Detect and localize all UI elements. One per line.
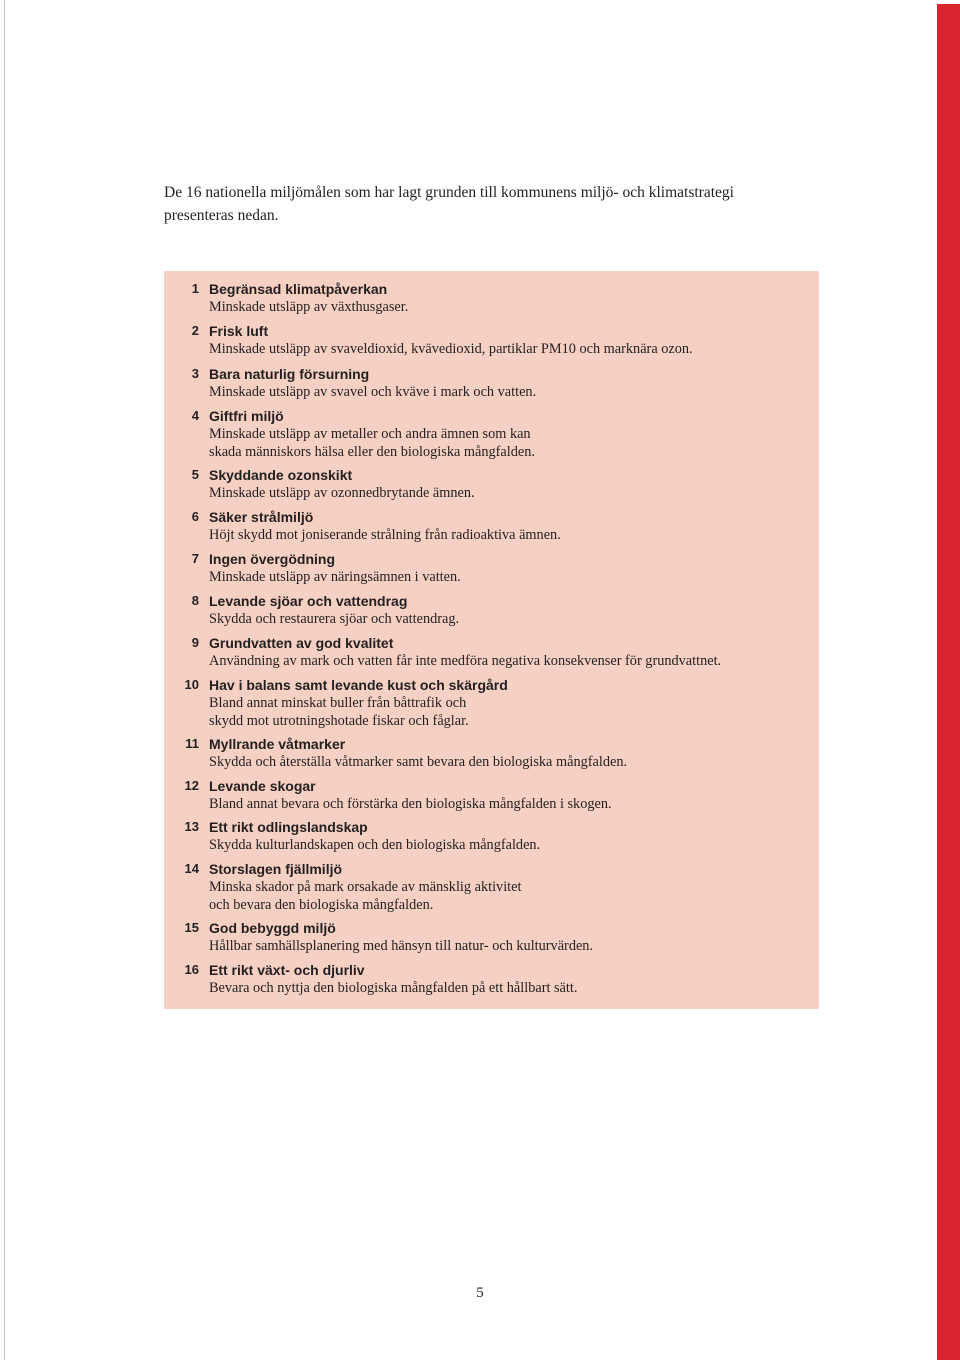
intro-line-1: De 16 nationella miljömålen som har lagt grunden till kommunens miljö- och klimatstrategi	[164, 184, 734, 201]
goal-number: 2	[191, 323, 199, 338]
goal-description-line: skydd mot utrotningshotade fiskar och fåglar.	[209, 713, 469, 729]
goal-title: Begränsad klimatpåverkan	[209, 281, 388, 297]
intro-paragraph	[164, 181, 824, 227]
goal-description	[209, 610, 814, 628]
goal-number: 4	[191, 408, 199, 423]
goal-title: Giftfri miljö	[209, 408, 284, 424]
goal-description	[209, 878, 814, 914]
goal-title: Levande skogar	[209, 778, 316, 794]
goal-title: God bebyggd miljö	[209, 920, 336, 936]
goal-number: 11	[185, 736, 199, 751]
left-margin-rule	[4, 0, 5, 1360]
goal-number: 9	[191, 635, 199, 650]
goal-title: Frisk luft	[209, 323, 269, 339]
goal-description-line: Minskade utsläpp av metaller och andra ämnen som kan	[209, 426, 531, 442]
goal-description	[209, 484, 814, 502]
goal-description	[209, 425, 814, 461]
goal-number: 15	[184, 920, 199, 935]
goal-title: Säker strålmiljö	[209, 509, 314, 525]
goal-number: 16	[184, 962, 199, 977]
goal-title: Myllrande våtmarker	[209, 736, 346, 752]
goal-number: 3	[191, 366, 199, 381]
goal-description-line: Minskade utsläpp av växthusgaser.	[209, 299, 409, 315]
goal-description-line: skada människors hälsa eller den biologiska mångfalden.	[209, 444, 535, 460]
goal-description	[209, 694, 814, 730]
goal-number: 6	[191, 509, 199, 524]
goal-number: 8	[191, 593, 199, 608]
goal-number: 12	[184, 778, 199, 793]
goal-description	[209, 298, 814, 316]
goal-title: Ett rikt odlingslandskap	[209, 819, 368, 835]
goal-description	[209, 753, 814, 771]
goal-description	[209, 340, 814, 358]
intro-line-2: presenteras nedan.	[164, 207, 279, 224]
goal-description	[209, 979, 814, 997]
goal-number: 5	[191, 467, 199, 482]
goal-description-line: Minskade utsläpp av ozonnedbrytande ämnen.	[209, 485, 475, 501]
goal-description-line: Skydda och återställa våtmarker samt bevara den biologiska mångfalden.	[209, 754, 628, 770]
goal-title: Grundvatten av god kvalitet	[209, 635, 394, 651]
goal-description-line: Skydda kulturlandskapen och den biologiska mångfalden.	[209, 837, 541, 853]
red-side-band	[937, 4, 960, 1360]
goal-description	[209, 652, 814, 670]
goal-description-line: Bland annat minskat buller från båttrafik och	[209, 695, 467, 711]
goal-description-line: Användning av mark och vatten får inte medföra negativa konsekvenser för grundvattnet.	[209, 653, 722, 669]
goal-description-line: Minskade utsläpp av näringsämnen i vatten.	[209, 569, 461, 585]
goal-title: Ingen övergödning	[209, 551, 335, 567]
goal-description-line: Bland annat bevara och förstärka den biologiska mångfalden i skogen.	[209, 796, 612, 812]
goal-title: Ett rikt växt- och djurliv	[209, 962, 365, 978]
goal-title: Storslagen fjällmiljö	[209, 861, 343, 877]
goal-description-line: Höjt skydd mot joniserande strålning från radioaktiva ämnen.	[209, 527, 561, 543]
goal-number: 14	[184, 861, 199, 876]
goal-title: Bara naturlig försurning	[209, 366, 370, 382]
goal-title: Levande sjöar och vattendrag	[209, 593, 408, 609]
goal-number: 13	[184, 819, 199, 834]
goal-title: Skyddande ozonskikt	[209, 467, 353, 483]
page-number: 5	[476, 1285, 484, 1301]
goal-description-line: Hållbar samhällsplanering med hänsyn till natur- och kulturvärden.	[209, 938, 594, 954]
goal-number: 10	[184, 677, 199, 692]
goal-description	[209, 795, 814, 813]
goal-description-line: Skydda och restaurera sjöar och vattendrag.	[209, 611, 460, 627]
goal-description	[209, 383, 814, 401]
goal-description	[209, 836, 814, 854]
goal-title: Hav i balans samt levande kust och skärgård	[209, 677, 508, 693]
goal-description	[209, 937, 814, 955]
goal-number: 7	[191, 551, 199, 566]
goal-description-line: Bevara och nyttja den biologiska mångfalden på ett hållbart sätt.	[209, 980, 578, 996]
goal-description-line: Minskade utsläpp av svaveldioxid, kvävedioxid, partiklar PM10 och marknära ozon.	[209, 341, 693, 357]
environmental-goals-box	[164, 271, 819, 1009]
goal-description-line: och bevara den biologiska mångfalden.	[209, 897, 434, 913]
goal-number: 1	[191, 281, 199, 296]
goal-description	[209, 526, 814, 544]
goal-description-line: Minskade utsläpp av svavel och kväve i mark och vatten.	[209, 384, 537, 400]
goal-description	[209, 568, 814, 586]
goal-description-line: Minska skador på mark orsakade av mänsklig aktivitet	[209, 879, 522, 895]
